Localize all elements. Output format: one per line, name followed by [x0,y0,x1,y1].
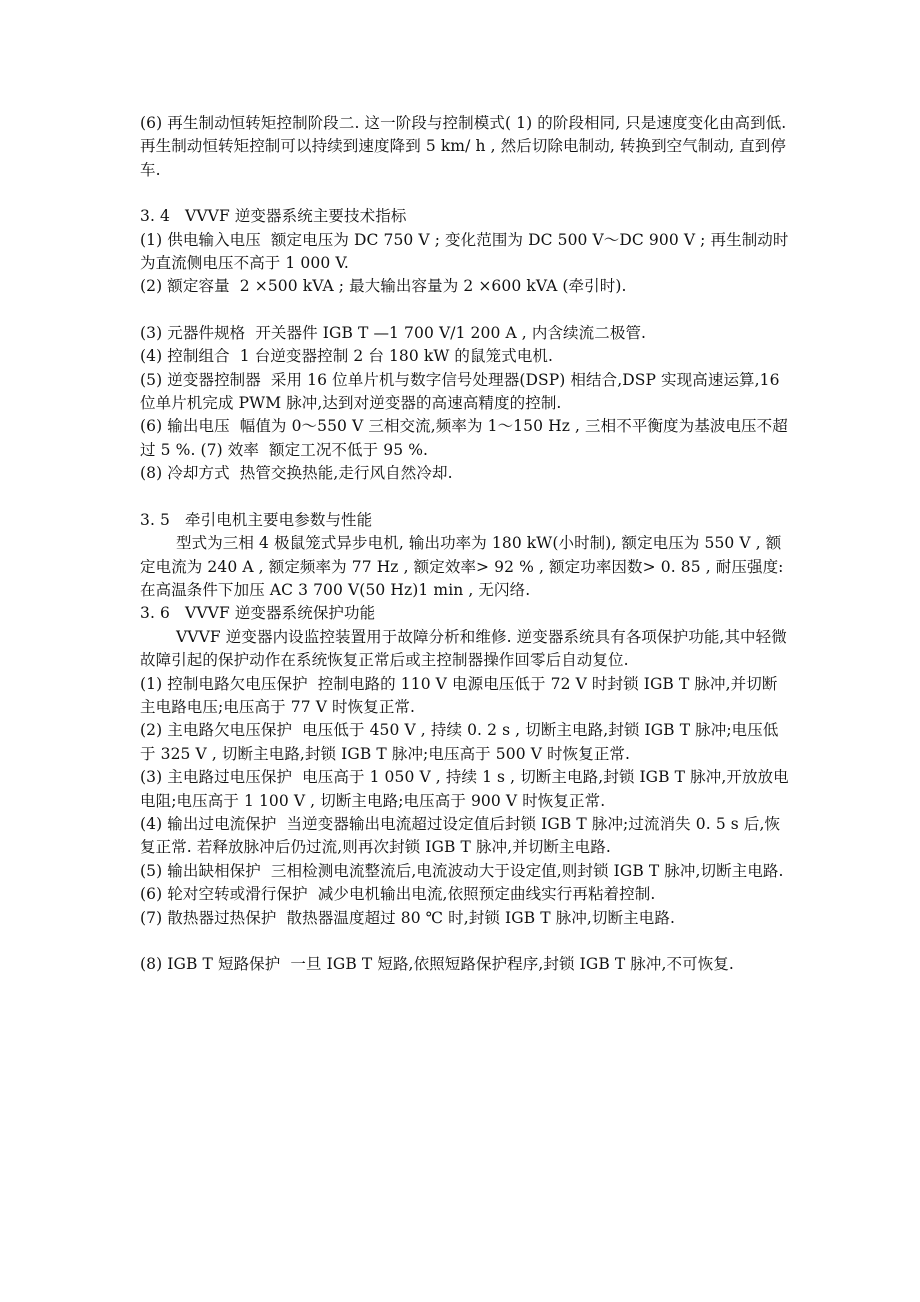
protection-intro-paragraph: VVVF 逆变器内设监控装置用于故障分析和维修. 逆变器系统具有各项保护功能,其中轻微故障引起的保护动作在系统恢复正常后或主控制器操作回零后自动复位. [140,627,787,670]
protection-item-6: (6) 轮对空转或滑行保护 减少电机输出电流,依照预定曲线实行再粘着控制. [140,885,656,904]
spec-item-6-7: (6) 输出电压 幅值为 0～550 V 三相交流,频率为 1～150 Hz , 三相不平衡度为基波电压不超过 5 %. (7) 效率 额定工况不低于 95 %. [140,417,788,459]
section-3-4-heading: 3. 4 VVVF 逆变器系统主要技术指标 [140,207,407,226]
spec-item-3: (3) 元器件规格 开关器件 IGB T —1 700 V/1 200 A , 内含续流二极管. [140,323,647,342]
protection-item-4: (4) 输出过电流保护 当逆变器输出电流超过设定值后封锁 IGB T 脉冲;过流消失 0. 5 s 后,恢复正常. 若释放脉冲后仍过流,则再次封锁 IGB T 脉冲,并切断主电路. [140,814,781,857]
spec-item-4: (4) 控制组合 1 台逆变器控制 2 台 180 kW 的鼠笼式电机. [140,347,554,366]
section-3-6-heading: 3. 6 VVVF 逆变器系统保护功能 [140,604,376,623]
spacer [140,486,790,509]
spec-item-8: (8) 冷却方式 热管交换热能,走行风自然冷却. [140,464,453,483]
spec-item-2: (2) 额定容量 2 ×500 kVA ; 最大输出容量为 2 ×600 kVA (牵引时). [140,277,627,296]
motor-parameters-paragraph: 型式为三相 4 极鼠笼式异步电机, 输出功率为 180 kW(小时制), 额定电压为 550 V , 额定电流为 240 A , 额定频率为 77 Hz , 额定效率> 92 % , 额定功率因数> 0. 85 , 耐压强度:在高温条件下加压 AC 3 700 V(50 Hz)1 min , 无闪络. [140,534,784,599]
protection-item-3: (3) 主电路过电压保护 电压高于 1 050 V , 持续 1 s , 切断主电路,封锁 IGB T 脉冲,开放放电电阻;电压高于 1 100 V , 切断主电路;电压高于 900 V 时恢复正常. [140,768,789,810]
section-3-5-heading: 3. 5 牵引电机主要电参数与性能 [140,510,373,529]
spacer [140,299,790,322]
spacer [140,930,790,953]
protection-item-8: (8) IGB T 短路保护 一旦 IGB T 短路,依照短路保护程序,封锁 IGB T 脉冲,不可恢复. [140,955,734,973]
spacer [140,182,790,205]
protection-item-2: (2) 主电路欠电压保护 电压低于 450 V , 持续 0. 2 s , 切断主电路,封锁 IGB T 脉冲;电压低于 325 V , 切断主电路,封锁 IGB T 脉冲;电压高于 500 V 时恢复正常. [140,721,779,763]
protection-item-7: (7) 散热器过热保护 散热器温度超过 80 ℃ 时,封锁 IGB T 脉冲,切断主电路. [140,908,675,927]
protection-item-5: (5) 输出缺相保护 三相检测电流整流后,电流波动大于设定值,则封锁 IGB T 脉冲,切断主电路. [140,861,784,880]
paragraph-regen-braking: (6) 再生制动恒转矩控制阶段二. 这一阶段与控制模式( 1) 的阶段相同, 只是速度变化由高到低. 再生制动恒转矩控制可以持续到速度降到 5 km/ h , 然后切除电制动, 转换到空气制动, 直到停车. [140,114,792,179]
document-page [140,112,790,976]
spec-item-1: (1) 供电输入电压 额定电压为 DC 750 V ; 变化范围为 DC 500 V～DC 900 V ; 再生制动时为直流侧电压不高于 1 000 V. [140,230,789,273]
spec-item-5: (5) 逆变器控制器 采用 16 位单片机与数字信号处理器(DSP) 相结合,DSP 实现高速运算,16 位单片机完成 PWM 脉冲,达到对逆变器的高速高精度的控制. [140,370,785,413]
protection-item-1: (1) 控制电路欠电压保护 控制电路的 110 V 电源电压低于 72 V 时封锁 IGB T 脉冲,并切断主电路电压;电压高于 77 V 时恢复正常. [140,674,778,716]
